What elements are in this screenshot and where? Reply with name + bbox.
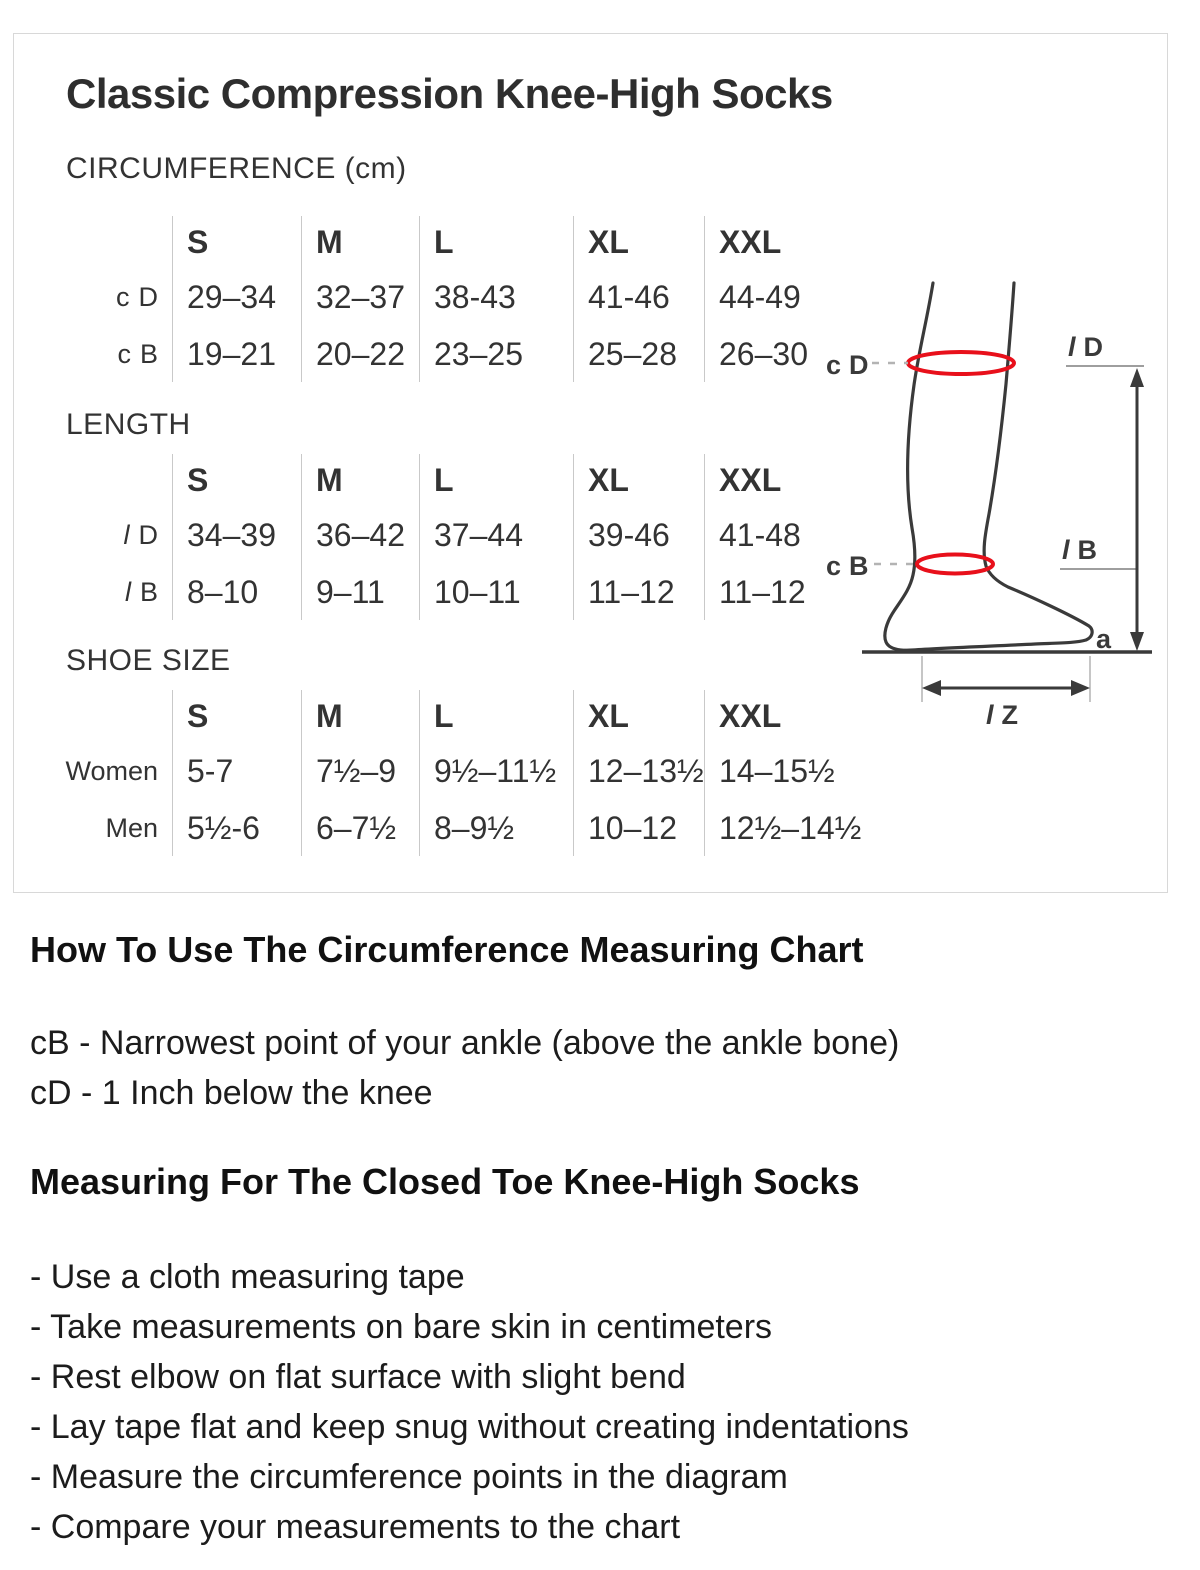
- measuring-section: [30, 1160, 1180, 1552]
- column-header: S: [172, 216, 301, 268]
- size-cell: 41-48: [704, 506, 864, 564]
- size-cell: 5½-6: [172, 800, 301, 856]
- section-label-circumference: CIRCUMFERENCE (cm): [66, 152, 407, 185]
- size-cell: 9½–11½: [419, 742, 573, 800]
- size-cell: 36–42: [301, 506, 419, 564]
- info-line: - Compare your measurements to the chart: [30, 1508, 681, 1546]
- column-header: L: [419, 216, 573, 268]
- size-cell: 14–15½: [704, 742, 864, 800]
- row-label: [66, 326, 172, 382]
- column-header: XL: [573, 216, 704, 268]
- row-label-prefix: c: [117, 338, 131, 369]
- row-label: [66, 268, 172, 326]
- column-header: XXL: [704, 216, 864, 268]
- column-header: L: [419, 454, 573, 506]
- info-line: - Measure the circumference points in the diagram: [30, 1458, 788, 1496]
- size-cell: 34–39: [172, 506, 301, 564]
- info-line: cD - 1 Inch below the knee: [30, 1074, 433, 1112]
- size-cell: 11–12: [704, 564, 864, 620]
- table-corner: [66, 216, 172, 268]
- row-label-letter: B: [139, 338, 158, 369]
- info-line: - Lay tape flat and keep snug without creating indentations: [30, 1408, 909, 1446]
- diagram-label-lz: l Z: [986, 700, 1019, 730]
- size-cell: 6–7½: [301, 800, 419, 856]
- leg-measurement-diagram: [800, 265, 1185, 745]
- column-header: S: [172, 454, 301, 506]
- height-arrow-top-head: [1130, 368, 1144, 387]
- size-cell: 19–21: [172, 326, 301, 382]
- size-cell: 5-7: [172, 742, 301, 800]
- size-cell: 37–44: [419, 506, 573, 564]
- column-header: M: [301, 454, 419, 506]
- row-label-prefix: l: [123, 519, 130, 550]
- row-label: Women: [65, 755, 158, 786]
- row-label-letter: B: [139, 576, 158, 607]
- diagram-label-ld: l D: [1068, 332, 1104, 362]
- info-line: - Take measurements on bare skin in centimeters: [30, 1308, 773, 1346]
- column-header: L: [419, 690, 573, 742]
- diagram-label-cd: c D: [826, 350, 869, 380]
- size-cell: 38-43: [419, 268, 573, 326]
- diagram-label-a: a: [1096, 624, 1112, 654]
- size-cell: 39-46: [573, 506, 704, 564]
- diagram-label-lb: l B: [1062, 535, 1098, 565]
- size-cell: 11–12: [573, 564, 704, 620]
- foot-length-arrow-right-head: [1071, 680, 1090, 696]
- row-label: Men: [105, 812, 158, 843]
- ankle-circumference-ellipse: [917, 555, 993, 574]
- knee-circumference-ellipse: [908, 352, 1014, 374]
- column-header: XXL: [704, 690, 864, 742]
- size-cell: 10–11: [419, 564, 573, 620]
- info-line: - Rest elbow on flat surface with slight bend: [30, 1358, 686, 1396]
- how-to-use-section: [30, 928, 1180, 1118]
- size-cell: 26–30: [704, 326, 864, 382]
- row-label-letter: D: [138, 519, 158, 550]
- leg-outline: [885, 283, 1092, 650]
- row-label-letter: D: [138, 281, 158, 312]
- info-line: - Use a cloth measuring tape: [30, 1258, 465, 1296]
- size-cell: 29–34: [172, 268, 301, 326]
- size-cell: 44-49: [704, 268, 864, 326]
- size-cell: 12½–14½: [704, 800, 864, 856]
- section-label-shoe-size: SHOE SIZE: [66, 644, 231, 677]
- column-header: XL: [573, 454, 704, 506]
- height-arrow-bottom-head: [1130, 632, 1144, 651]
- column-header: M: [301, 216, 419, 268]
- measuring-heading: Measuring For The Closed Toe Knee-High Socks: [30, 1161, 860, 1202]
- table-corner: [66, 690, 172, 742]
- foot-length-arrow-left-head: [922, 680, 941, 696]
- size-cell: 9–11: [301, 564, 419, 620]
- how-to-use-heading: How To Use The Circumference Measuring Chart: [30, 929, 864, 970]
- column-header: XL: [573, 690, 704, 742]
- size-cell: 8–9½: [419, 800, 573, 856]
- row-label: [66, 506, 172, 564]
- column-header: M: [301, 690, 419, 742]
- row-label: [66, 564, 172, 620]
- table-corner: [66, 454, 172, 506]
- column-header: S: [172, 690, 301, 742]
- size-cell: 8–10: [172, 564, 301, 620]
- size-cell: 20–22: [301, 326, 419, 382]
- size-cell: 41-46: [573, 268, 704, 326]
- column-header: XXL: [704, 454, 864, 506]
- info-line: cB - Narrowest point of your ankle (above the ankle bone): [30, 1024, 900, 1062]
- size-cell: 32–37: [301, 268, 419, 326]
- product-title: Classic Compression Knee-High Socks: [66, 70, 833, 117]
- row-label-prefix: l: [124, 576, 131, 607]
- how-to-use-lines: [30, 1018, 1180, 1118]
- size-cell: 10–12: [573, 800, 704, 856]
- size-cell: 12–13½: [573, 742, 704, 800]
- measuring-lines: [30, 1252, 1180, 1552]
- size-cell: 25–28: [573, 326, 704, 382]
- row-label-prefix: c: [116, 281, 130, 312]
- size-cell: 23–25: [419, 326, 573, 382]
- section-label-length: LENGTH: [66, 408, 191, 441]
- size-cell: 7½–9: [301, 742, 419, 800]
- diagram-label-cb: c B: [826, 551, 869, 581]
